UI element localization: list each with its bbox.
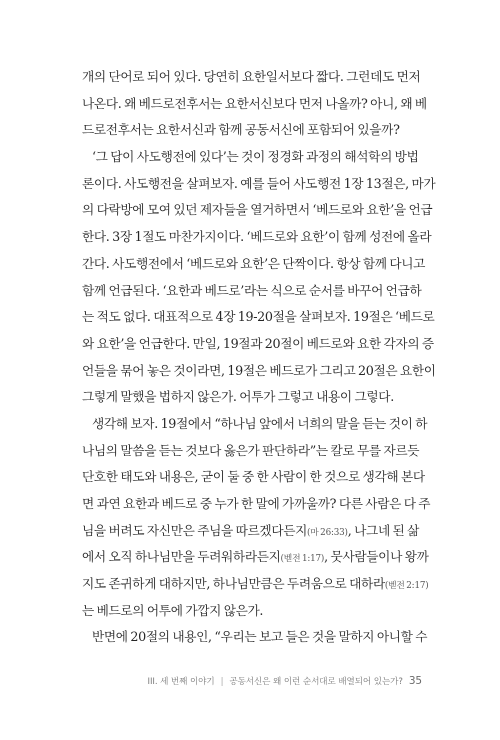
text-line: 와 요한’을 언급한다. 만일, 19절과 20절이 베드로와 요한 각자의 증 (82, 335, 434, 351)
text-line: 함께 언급된다. ‘요한과 베드로’라는 식으로 순서를 바꾸어 언급하 (82, 282, 422, 298)
page-number: 35 (408, 675, 422, 687)
text-line: 드로전후서는 요한서신과 함께 공동서신에 포함되어 있을까? (82, 122, 400, 138)
text-line: 언들을 묶어 놓은 것이라면, 19절은 베드로가 그리고 20절은 요한이 (82, 362, 436, 378)
scripture-citation: (벧전 1:17) (280, 554, 325, 565)
text-line: 나온다. 왜 베드로전후서는 요한서신보다 먼저 나올까? 아니, 왜 베 (82, 95, 427, 111)
text-line: 한다. 3장 1절도 마찬가지이다. ‘베드로와 요한’이 함께 성전에 올라 (82, 229, 432, 245)
text-line: 그렇게 말했을 법하지 않은가. 어투가 그렇고 내용이 그렇다. (82, 389, 394, 405)
footer-chapter: III. 세 번째 이야기 (147, 677, 215, 687)
scripture-citation: (마 26:33) (307, 527, 348, 538)
text-line: 의 다락방에 모여 있던 제자들을 열거하면서 ‘베드로와 요한’을 언급 (82, 202, 433, 218)
text-line: 간다. 사도행전에서 ‘베드로와 요한’은 단짝이다. 항상 함께 다니고 (82, 255, 426, 271)
text-line: 면 과연 요한과 베드로 중 누가 한 말에 가까울까? 다른 사람은 다 주 (82, 496, 431, 511)
text-line: ‘그 답이 사도행전에 있다’는 것이 정경화 과정의 해석학의 방법 (92, 149, 419, 165)
running-footer (148, 675, 422, 687)
text-line: 님을 버려도 자신만은 주님을 따르겠다든지(마 26:33), 나그네 된 삶 (82, 522, 420, 538)
text-line: 지도 존귀하게 대하지만, 하나님만큼은 두려움으로 대하라(벧전 2:17) (82, 576, 429, 592)
text-line: 에서 오직 하나님만을 두려워하라든지(벧전 1:17), 뭇사람들이나 왕까 (82, 549, 429, 565)
text-line: 개의 단어로 되어 있다. 당연히 요한일서보다 짧다. 그런데도 먼저 (82, 69, 421, 84)
body-text (82, 64, 436, 651)
footer-separator: | (220, 677, 224, 687)
text-line: 론이다. 사도행전을 살펴보자. 예를 들어 사도행전 1장 13절은, 마가 (82, 175, 436, 191)
text-line: 나님의 말씀을 듣는 것보다 옳은가 판단하라”는 칼로 무를 자르듯 (82, 442, 420, 458)
text-line: 반면에 20절의 내용인, “우리는 보고 들은 것을 말하지 아니할 수 (92, 629, 428, 645)
scripture-citation: (벧전 2:17) (384, 581, 429, 592)
text-line: 단호한 태도와 내용은, 굳이 둘 중 한 사람이 한 것으로 생각해 본다 (82, 469, 425, 485)
footer-title: 공동서신은 왜 이런 순서대로 배열되어 있는가? (229, 677, 403, 687)
text-line: 는 적도 없다. 대표적으로 4장 19-20절을 살펴보자. 19절은 ‘베드로 (82, 309, 435, 325)
text-line: 는 베드로의 어투에 가깝지 않은가. (82, 602, 264, 618)
text-line: 생각해 보자. 19절에서 “하나님 앞에서 너희의 말을 듣는 것이 하 (92, 415, 428, 431)
